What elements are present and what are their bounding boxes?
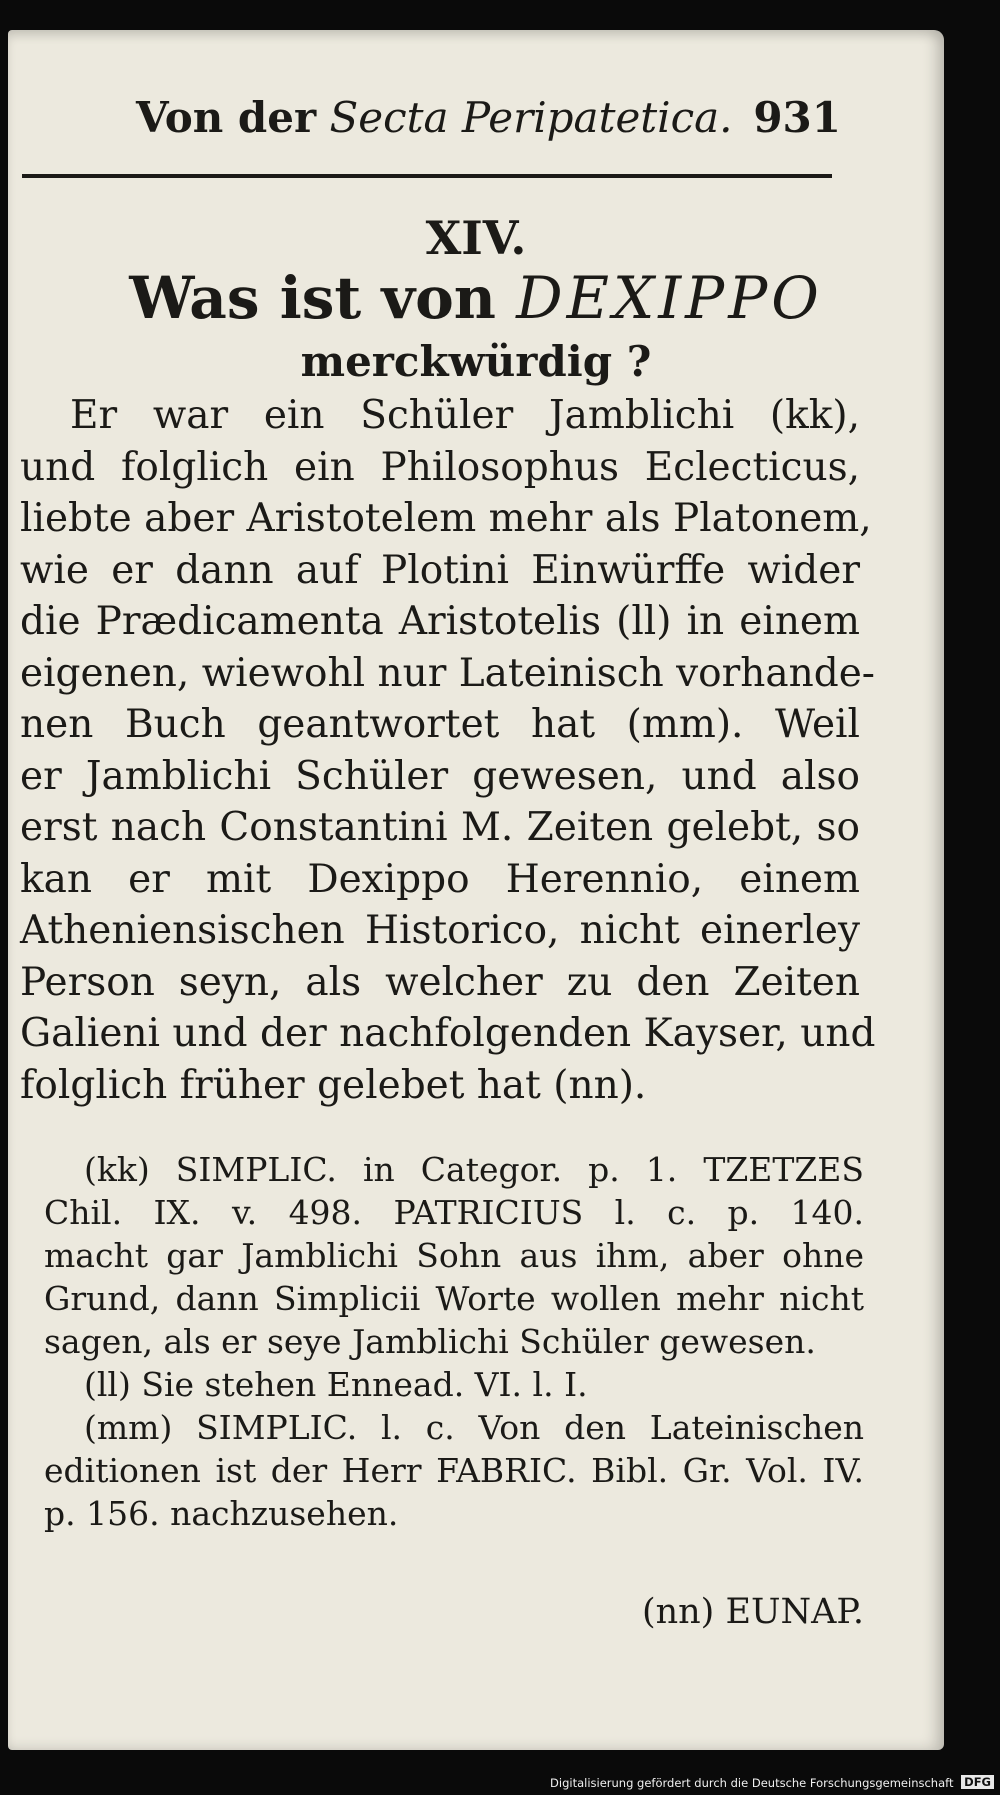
body-line: Atheniensischen Historico, nicht einerley: [20, 908, 860, 953]
footnote-mm-line: (mm) SIMPLIC. l. c. Von den Lateinischen: [84, 1408, 864, 1447]
dfg-logo: DFG: [961, 1775, 994, 1789]
body-line: er Jamblichi Schüler gewesen, und also: [20, 753, 860, 799]
running-header: [136, 88, 841, 148]
body-line: liebte aber Aristotelem mehr als Platonem,: [20, 496, 872, 541]
question-name: DEXIPPO: [516, 264, 823, 332]
body-line: kan er mit Dexippo Herennio, einem: [20, 856, 860, 902]
page-number: 931: [753, 93, 841, 142]
credit-text: Digitalisierung gefördert durch die Deutsche Forschungsgemeinschaft: [550, 1776, 954, 1790]
digitization-credit: [550, 1774, 994, 1792]
footnote-kk-line: Chil. IX. v. 498. PATRICIUS l. c. p. 140.: [44, 1193, 864, 1232]
body-text: [20, 390, 876, 1111]
body-line: erst nach Constantini M. Zeiten gelebt, so: [20, 805, 860, 850]
body-line: Galieni und der nachfolgenden Kayser, und: [20, 1011, 876, 1056]
footnote-kk-line: macht gar Jamblichi Sohn aus ihm, aber ohne: [44, 1236, 864, 1275]
footnotes: [44, 1148, 864, 1535]
body-line: Person seyn, als welcher zu den Zeiten: [20, 959, 860, 1005]
book-page: [8, 30, 944, 1750]
footnote-kk-line: (kk) SIMPLIC. in Categor. p. 1. TZETZES: [84, 1150, 864, 1189]
body-line: folglich früher gelebet hat (nn).: [20, 1062, 647, 1108]
header-rule: [22, 174, 832, 178]
footnote-kk-line: sagen, als er seye Jamblichi Schüler gewesen.: [44, 1322, 816, 1361]
body-line: nen Buch geantwortet hat (mm). Weil: [20, 702, 860, 747]
footnote-ll: (ll) Sie stehen Ennead. VI. l. I.: [84, 1365, 588, 1404]
body-line: und folglich ein Philosophus Eclecticus,: [20, 444, 860, 490]
header-prefix: Von der: [136, 93, 317, 142]
question-end: merckwürdig ?: [300, 337, 652, 386]
section-number: XIV.: [425, 211, 527, 265]
footnote-mm-line: editionen ist der Herr FABRIC. Bibl. Gr. Vol. IV.: [44, 1451, 864, 1490]
section-question: [8, 262, 944, 334]
body-line: Er war ein Schüler Jamblichi (kk),: [70, 393, 860, 438]
body-line: eigenen, wiewohl nur Lateinisch vorhande-: [20, 650, 875, 696]
body-line: wie er dann auf Plotini Einwürffe wider: [20, 547, 860, 593]
header-italic-title: Secta Peripatetica.: [329, 93, 733, 142]
footnote-nn: (nn) EUNAP.: [641, 1592, 864, 1632]
footnote-mm-line: p. 156. nachzusehen.: [44, 1494, 399, 1533]
question-start: Was ist von: [129, 264, 496, 332]
footnote-kk-line: Grund, dann Simplicii Worte wollen mehr nicht: [44, 1279, 864, 1318]
body-line: die Prædicamenta Aristotelis (ll) in einem: [20, 599, 860, 644]
